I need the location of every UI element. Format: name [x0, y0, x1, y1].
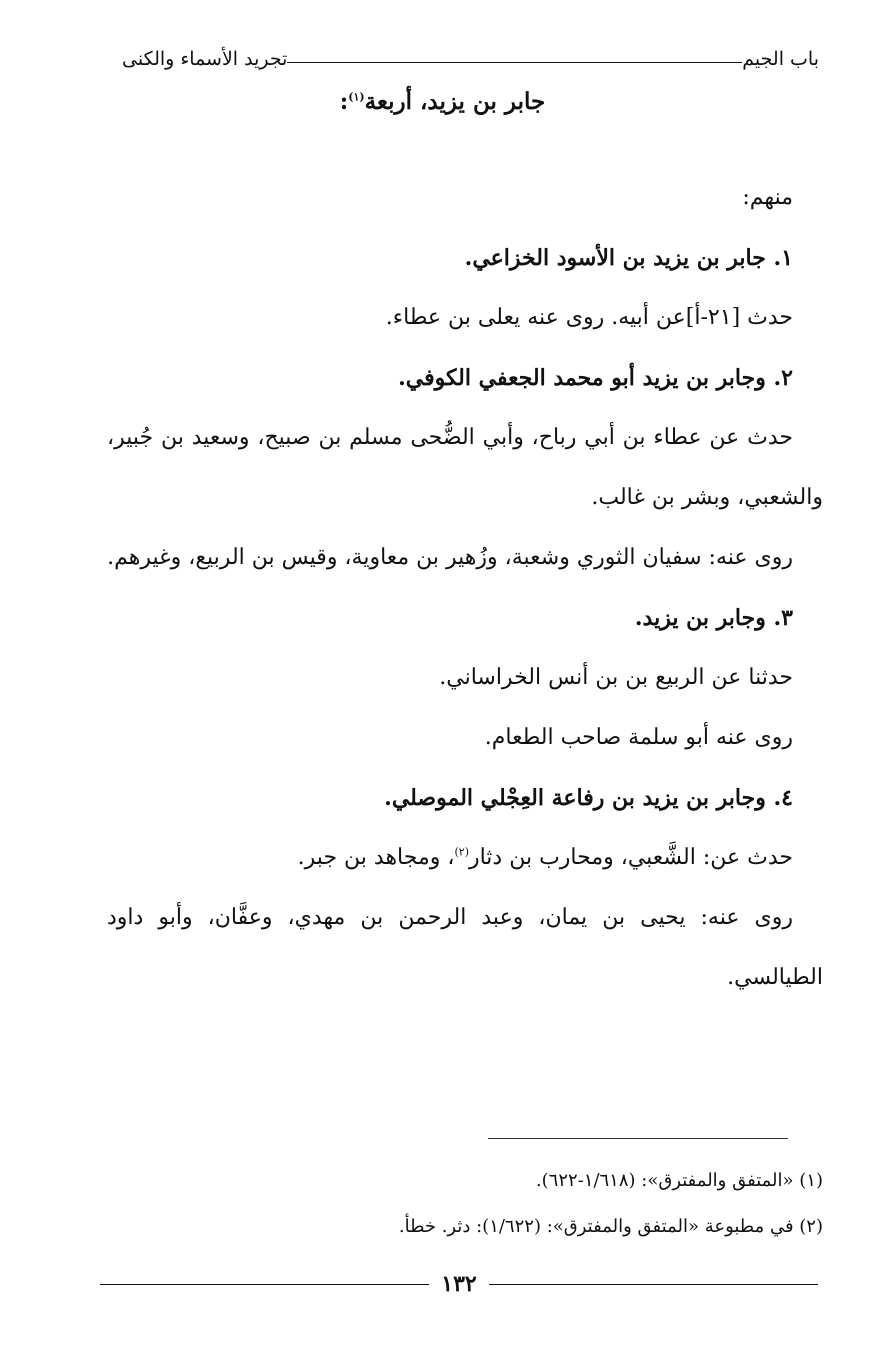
footnote-1: (١) «المتفق والمفترق»: (١/٦١٨-٦٢٢).	[535, 1170, 823, 1191]
narrated-from: حدثنا عن الربيع بن بن أنس الخراساني.	[439, 665, 793, 690]
intro: منهم:	[742, 185, 793, 210]
footer-rule-left	[489, 1284, 818, 1285]
narrated-from-part1: حدث عن: الشَّعبي، ومحارب بن دثار	[468, 845, 793, 870]
page-number: ١٣٢	[441, 1271, 477, 1297]
narrated-from	[107, 828, 823, 888]
footnotes	[107, 1158, 823, 1250]
narrated-by: روى عنه: يحيى بن يمان، وعبد الرحمن بن مهدي، وعفَّان، وأبو داود الطيالسي.	[107, 905, 823, 990]
page-title	[0, 88, 885, 115]
entry-heading: ٢. وجابر بن يزيد أبو محمد الجعفي الكوفي.	[398, 365, 793, 391]
footnote-separator	[488, 1138, 788, 1139]
main-text	[107, 168, 823, 1008]
footnote-2: (٢) في مطبوعة «المتفق والمفترق»: (١/٦٢٢): دثر. خطأ.	[398, 1216, 823, 1237]
entry-text	[107, 288, 823, 348]
narrated-by: روى عنه يعلى بن عطاء.	[385, 305, 605, 330]
header-rule	[287, 62, 742, 63]
title-text: جابر بن يزيد، أربعة	[364, 88, 546, 115]
narrated-by: روى عنه: سفيان الثوري وشعبة، وزُهير بن معاوية، وقيس بن الربيع، وغيرهم.	[107, 545, 793, 570]
page-footer	[100, 1264, 818, 1304]
narrated-from: حدث عن عطاء بن أبي رباح، وأبي الضُّحى مسلم بن صبيح، وسعيد بن جُبير، والشعبي، وبشر بن غالب.	[107, 425, 823, 510]
entry-heading: ٣. وجابر بن يزيد.	[634, 605, 793, 631]
narrated-from-part2: ، ومجاهد بن جبر.	[297, 845, 455, 870]
book-title: تجريد الأسماء والكنى	[122, 48, 288, 70]
title-suffix: :	[339, 88, 349, 115]
narrated-from: حدث [٢١-أ]عن أبيه.	[611, 305, 793, 330]
footer-rule-right	[100, 1284, 429, 1285]
footnote-ref[interactable]: (٢)	[454, 845, 469, 859]
entry-heading: ١. جابر بن يزيد بن الأسود الخزاعي.	[464, 245, 793, 271]
narrated-by: روى عنه أبو سلمة صاحب الطعام.	[484, 725, 793, 750]
entry-heading: ٤. وجابر بن يزيد بن رفاعة العِجْلي الموصلي.	[384, 785, 793, 811]
section-title: باب الجيم	[742, 48, 819, 70]
title-footnote-ref[interactable]: (١)	[348, 90, 365, 104]
running-header	[112, 30, 823, 70]
